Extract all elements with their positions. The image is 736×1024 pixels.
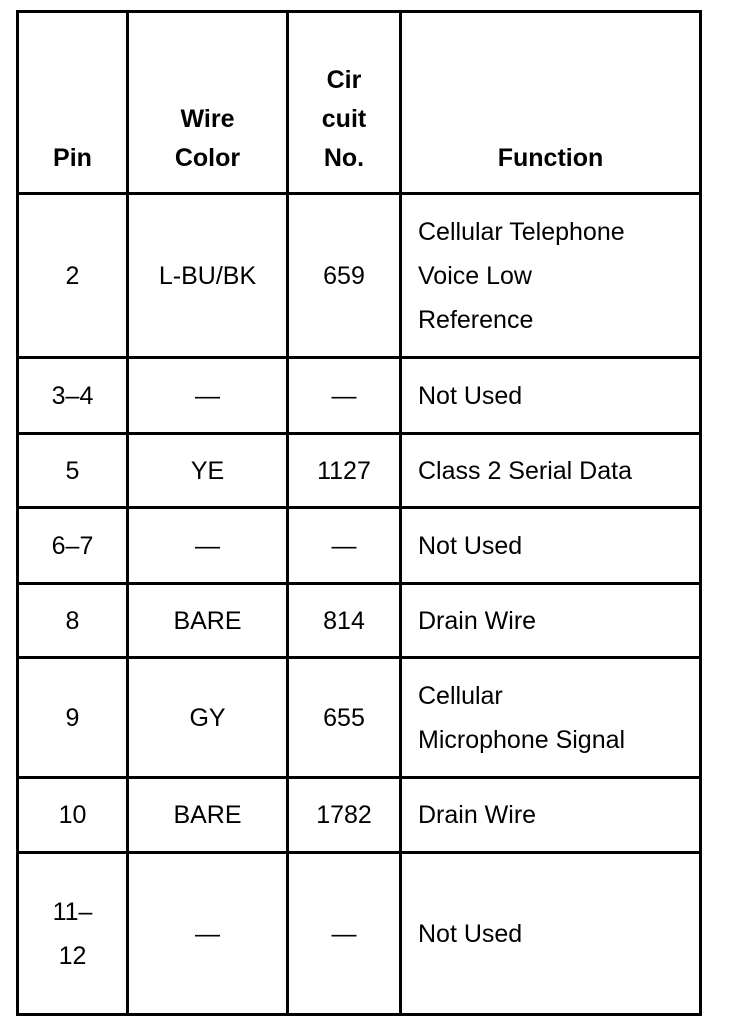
- pin-cell: [19, 585, 126, 656]
- pin-cell: [19, 509, 126, 582]
- wire-color-value: GY: [189, 703, 226, 732]
- circuit-value: 655: [323, 703, 365, 732]
- wire-color-value: YE: [190, 456, 225, 485]
- header-circuit-line: Cir: [326, 66, 362, 94]
- function-line: Microphone Signal: [418, 725, 626, 754]
- pin-value: 6–7: [51, 531, 94, 560]
- wire-color-cell: [129, 854, 286, 1013]
- pin-value-line: 11–: [52, 897, 93, 926]
- function-line: Drain Wire: [418, 606, 537, 635]
- wire-color-cell: [129, 659, 286, 776]
- circuit-value: —: [331, 919, 357, 948]
- wire-color-value: L-BU/BK: [158, 261, 257, 290]
- pin-value: 8: [65, 606, 80, 635]
- header-circuit-number: [289, 13, 399, 192]
- wire-color-value: —: [195, 381, 220, 410]
- pin-cell: [19, 659, 126, 776]
- circuit-value: —: [331, 531, 357, 560]
- function-line: Not Used: [418, 919, 523, 948]
- circuit-value: 814: [323, 606, 365, 635]
- function-line: Cellular: [418, 681, 503, 710]
- function-line: Cellular Telephone: [418, 217, 625, 246]
- pin-value: 2: [65, 261, 80, 290]
- circuit-cell: [289, 585, 399, 656]
- wire-color-value: BARE: [173, 606, 242, 635]
- wire-color-cell: [129, 435, 286, 506]
- header-wire-color-line: Wire: [180, 105, 235, 133]
- table-border-bottom: [16, 1013, 702, 1016]
- function-cell: [402, 435, 699, 506]
- pin-value: 3–4: [51, 381, 94, 410]
- circuit-value: 1127: [317, 456, 371, 485]
- header-pin: [19, 13, 126, 192]
- function-line: Not Used: [418, 531, 523, 560]
- function-cell: [402, 509, 699, 582]
- function-cell: [402, 659, 699, 776]
- wire-color-value: —: [195, 531, 220, 560]
- wire-color-cell: [129, 779, 286, 851]
- function-cell: [402, 359, 699, 432]
- circuit-cell: [289, 779, 399, 851]
- pin-cell: [19, 854, 126, 1013]
- function-cell: [402, 585, 699, 656]
- function-line: Reference: [418, 305, 534, 334]
- circuit-cell: [289, 359, 399, 432]
- function-cell: [402, 854, 699, 1013]
- pin-cell: [19, 359, 126, 432]
- circuit-cell: [289, 509, 399, 582]
- wire-color-cell: [129, 195, 286, 356]
- pin-value-line: 12: [58, 941, 87, 970]
- circuit-value: —: [331, 381, 357, 410]
- header-wire-color: [129, 13, 286, 192]
- wire-color-value: BARE: [173, 801, 242, 829]
- function-line: Class 2 Serial Data: [418, 456, 632, 485]
- header-circuit-line: No.: [323, 144, 365, 172]
- circuit-cell: [289, 195, 399, 356]
- table-border-right: [699, 10, 702, 1016]
- pin-cell: [19, 195, 126, 356]
- wire-color-value: —: [195, 919, 220, 948]
- function-line: Not Used: [418, 381, 523, 410]
- header-function: [402, 13, 699, 192]
- circuit-value: 1782: [316, 801, 372, 829]
- header-pin-label: Pin: [53, 144, 92, 172]
- header-circuit-line: cuit: [321, 105, 367, 133]
- pin-cell: [19, 779, 126, 851]
- header-wire-color-line: Color: [174, 144, 241, 172]
- function-cell: [402, 779, 699, 851]
- wire-color-cell: [129, 509, 286, 582]
- header-function-label: Function: [497, 144, 604, 172]
- wire-color-cell: [129, 585, 286, 656]
- pin-value: 9: [65, 703, 80, 732]
- pin-cell: [19, 435, 126, 506]
- wire-color-cell: [129, 359, 286, 432]
- pin-value: 10: [58, 801, 87, 829]
- function-line: Drain Wire: [418, 801, 537, 829]
- circuit-cell: [289, 854, 399, 1013]
- circuit-cell: [289, 659, 399, 776]
- function-line: Voice Low: [418, 261, 532, 290]
- function-cell: [402, 195, 699, 356]
- pin-value: 5: [65, 456, 80, 485]
- circuit-value: 659: [323, 261, 365, 290]
- circuit-cell: [289, 435, 399, 506]
